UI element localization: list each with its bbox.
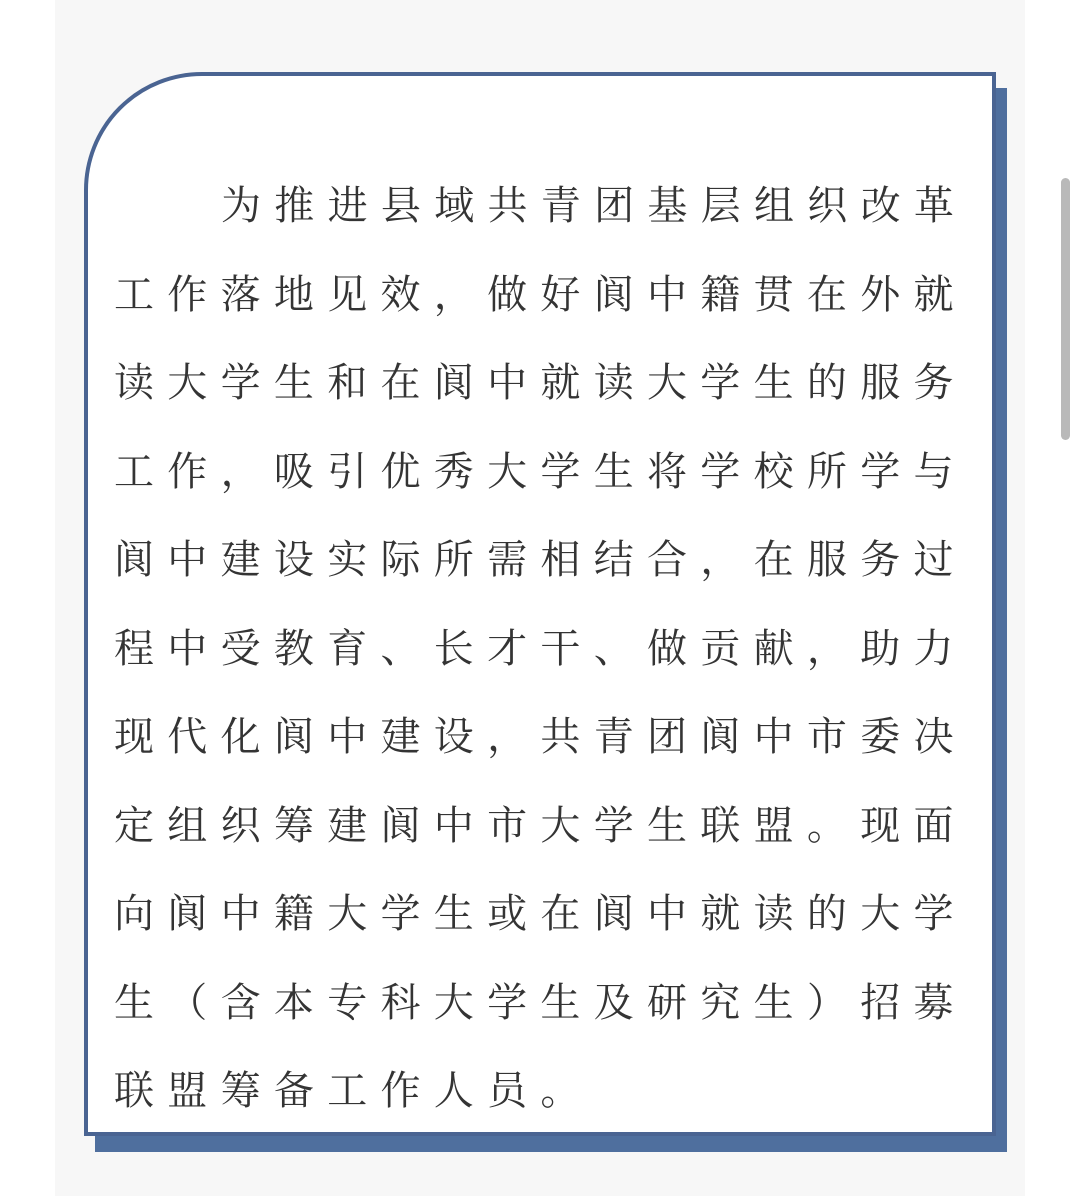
announcement-card — [84, 72, 996, 1136]
announcement-paragraph: 为推进县域共青团基层组织改革工作落地见效，做好阆中籍贯在外就读大学生和在阆中就读大学生的服务工作，吸引优秀大学生将学校所学与阆中建设实际所需相结合，在服务过程中受教育、长才干、做贡献，助力现代化阆中建设，共青团阆中市委决定组织筹建阆中市大学生联盟。现面向阆中籍大学生或在阆中就读的大学生（含本专科大学生及研究生）招募联盟筹备工作人员。 — [114, 183, 968, 1114]
scrollbar-thumb[interactable] — [1061, 178, 1070, 440]
